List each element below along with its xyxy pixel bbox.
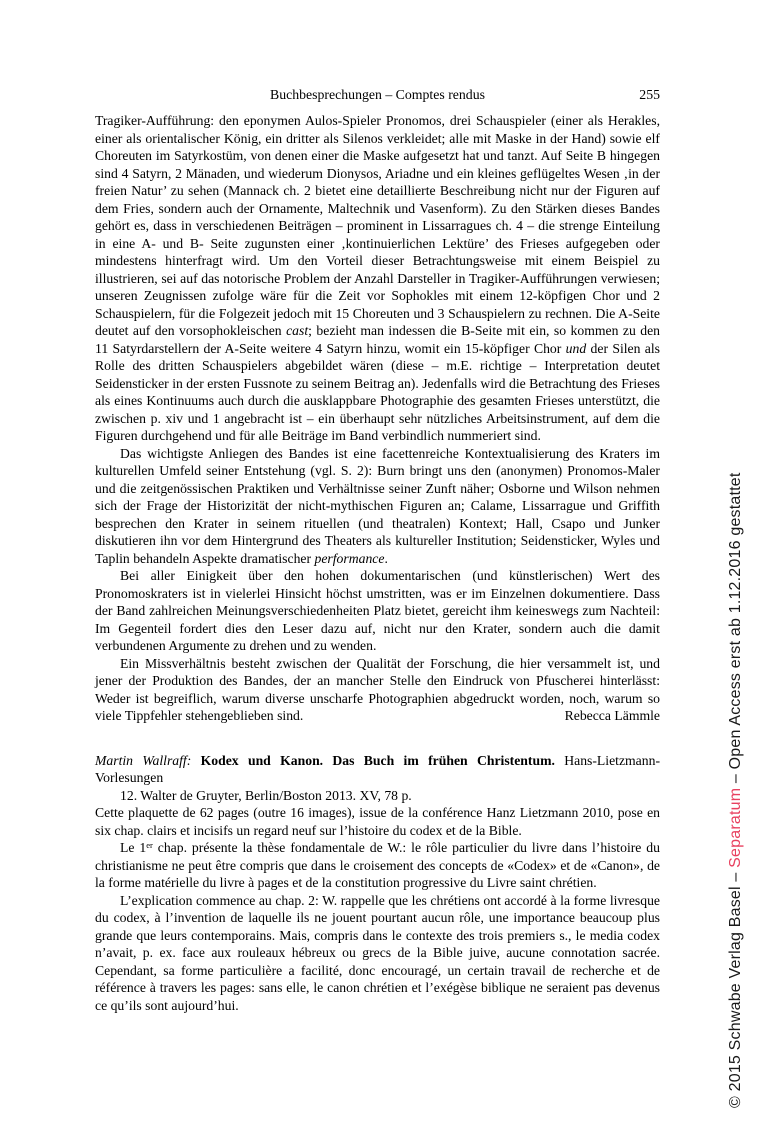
review1-paragraph-3: Bei aller Einigkeit über den hohen dokumentarischen (und künstlerischen) Wert des Pronomoskraters ist in vielerlei Hinsicht höchst umstritten, was er im Einzelnen dokumentiere. Dass der Band zahlreichen Meinungsverschiedenheiten Platz bietet, gereicht ihm keineswegs zum Nachteil: Im Gegenteil fordert dies den Leser dazu auf, nicht nur den Krater, sondern auch die damit verbundenen Argumente zu drehen und zu wenden. bbox=[95, 568, 660, 653]
copyright-suffix-text: – Open Access erst ab 1.12.2016 gestattet bbox=[727, 472, 744, 788]
running-header-title: Buchbesprechungen – Comptes rendus bbox=[270, 87, 485, 102]
page-number: 255 bbox=[639, 87, 660, 102]
review1-paragraph-2: Das wichtigste Anliegen des Bandes ist eine facettenreiche Kontextualisierung des Kraters im kulturellen Umfeld seiner Entstehung (vgl. S. 2): Burn bringt uns den (anonymen) Pronomos-Maler und die zeitgenössischen Praktiken und Verhältnisse seiner Zunft näher; Osborne und Wilson nehmen sich der Frage der Historizität der nicht-mythischen Figuren an; Calame, Lissarrague und Griffith besprechen den Krater in seinem rituellen (und theatralen) Kontext; Hall, Csapo und Junker diskutieren ihn vor dem Hintergrund des Theaters als kultureller Institution; Seidensticker, Wyles und Taplin behandeln Aspekte dramatischer performance. bbox=[95, 445, 660, 566]
review1-closing-block bbox=[95, 655, 660, 725]
text-column bbox=[95, 112, 660, 1014]
running-header bbox=[95, 86, 660, 104]
review2-heading-line1: Martin Wallraff: Kodex und Kanon. Das Buch im frühen Christentum. Hans-Lietzmann-Vorlesungen bbox=[95, 752, 661, 785]
review1-paragraph-4: Ein Missverhältnis besteht zwischen der Qualität der Forschung, die hier versammelt ist, und jener der Produktion des Bandes, der an mancher Stelle den Eindruck von Pfuscherei hinterlässt: Weder ist begreiflich, warum diverse unscharfe Photographien abgedruckt worden, noch, warum so viele Tippfehler stehengeblieben sind. bbox=[95, 655, 660, 723]
reviewer-signature: Rebecca Lämmle bbox=[564, 708, 660, 723]
review1-paragraph-continuation: Tragiker-Aufführung: den eponymen Aulos-Spieler Pronomos, drei Schauspieler (einer als Herakles, einer als orientalischer König, ein dritter als Silenos verkleidet; alle mit Maske in der Hand) sowie elf Choreuten im Satyrkostüm, von denen einer die Maske aufgesetzt hat und tanzt. Auf Seite B hingegen sind 4 Satyrn, 2 Mänaden, und wiederum Dionysos, Ariadne und ein kleines geflügeltes Wesen ‚in der freien Natur’ zu sehen (Mannack ch. 2 bietet eine detaillierte Beschreibung nicht nur der Figuren auf dem Fries, sondern auch der Ornamente, Maltechnik und Vasenform). Zu den Stärken dieses Bandes gehört es, dass in verschiedenen Beiträgen – prominent in Lissarragues ch. 4 – die strenge Einteilung in eine A- und B- Seite zugunsten einer ‚kontinuierlichen Lektüre’ des Frieses aufgegeben oder mindestens hinterfragt wird. Um den Vorteil dieser Betrachtungsweise mit einem Beispiel zu illustrieren, sei auf das notorische Problem der Anzahl Darsteller in Tragiker-Aufführungen verwiesen; unseren Zeugnissen zufolge wäre für die Zeit vor Sophokles mit einem 12-köpfigen Chor und 2 Schauspielern, für die Folgezeit jedoch mit 15 Choreuten und 3 Schauspielern zu rechnen. Die A-Seite deutet auf den vorsophokleischen cast; bezieht man indessen die B-Seite mit ein, so kommen zu den 11 Satyrdarstellern der A-Seite weitere 4 Satyrn hinzu, womit ein 15-köpfiger Chor und der Silen als Rolle des dritten Schauspielers abgebildet wären (diese – m.E. richtige – Interpretation deutet Seidensticker in der ersten Fussnote zu seinem Beitrag an). Jedenfalls wird die Betrachtung des Frieses als eines Kontinuums auch durch die ausklappbare Photographie des gesamten Frieses unterstützt, die zwischen p. xiv und 1 angebracht ist – ein überhaupt sehr nützliches Arbeitsinstrument, auf dem die Figuren durchgehend und für alle Beiträge im Band verbindlich nummeriert sind. bbox=[95, 113, 661, 443]
review2-heading-line2: 12. Walter de Gruyter, Berlin/Boston 2013. XV, 78 p. bbox=[120, 787, 412, 803]
review2-paragraph-3: L’explication commence au chap. 2: W. rappelle que les chrétiens ont accordé à la forme livresque du codex, à l’invention de laquelle ils ne jouent pourtant aucun rôle, une importance beaucoup plus grande que leurs contemporains. Mais, compris dans le contexte des trois premiers s., le media codex n’avait, p. ex. face aux rouleaux hébreux ou grecs de la Bible juive, aucune connotation sacrée. Cependant, sa forme particulière a facilité, donc encouragé, un certain travail de recherche et de référence à travers les pages: sans elle, le canon chrétien et l’exégèse biblique ne seraient pas devenus ce qu’ils sont aujourd’hui. bbox=[95, 892, 660, 1013]
review2-paragraph-2: Le 1er chap. présente la thèse fondamentale de W.: le rôle particulier du livre dans l’histoire du christianisme ne peut être compris que dans le croisement des concepts de «Codex» et de «Canon», de la forme matérielle du livre à pages et de la constitution progressive du Livre saint chrétien. bbox=[95, 840, 660, 890]
review2-paragraph-1: Cette plaquette de 62 pages (outre 16 images), issue de la conférence Hanz Lietzmann 2010, pose en six chap. clairs et incisifs un regard neuf sur l’histoire du codex et de la Bible. bbox=[95, 805, 660, 838]
review2-heading bbox=[95, 752, 660, 805]
copyright-prefix-text: © 2015 Schwabe Verlag Basel – bbox=[727, 867, 744, 1108]
copyright-sidebar bbox=[727, 472, 745, 1108]
separatum-label: Separatum bbox=[727, 787, 744, 868]
